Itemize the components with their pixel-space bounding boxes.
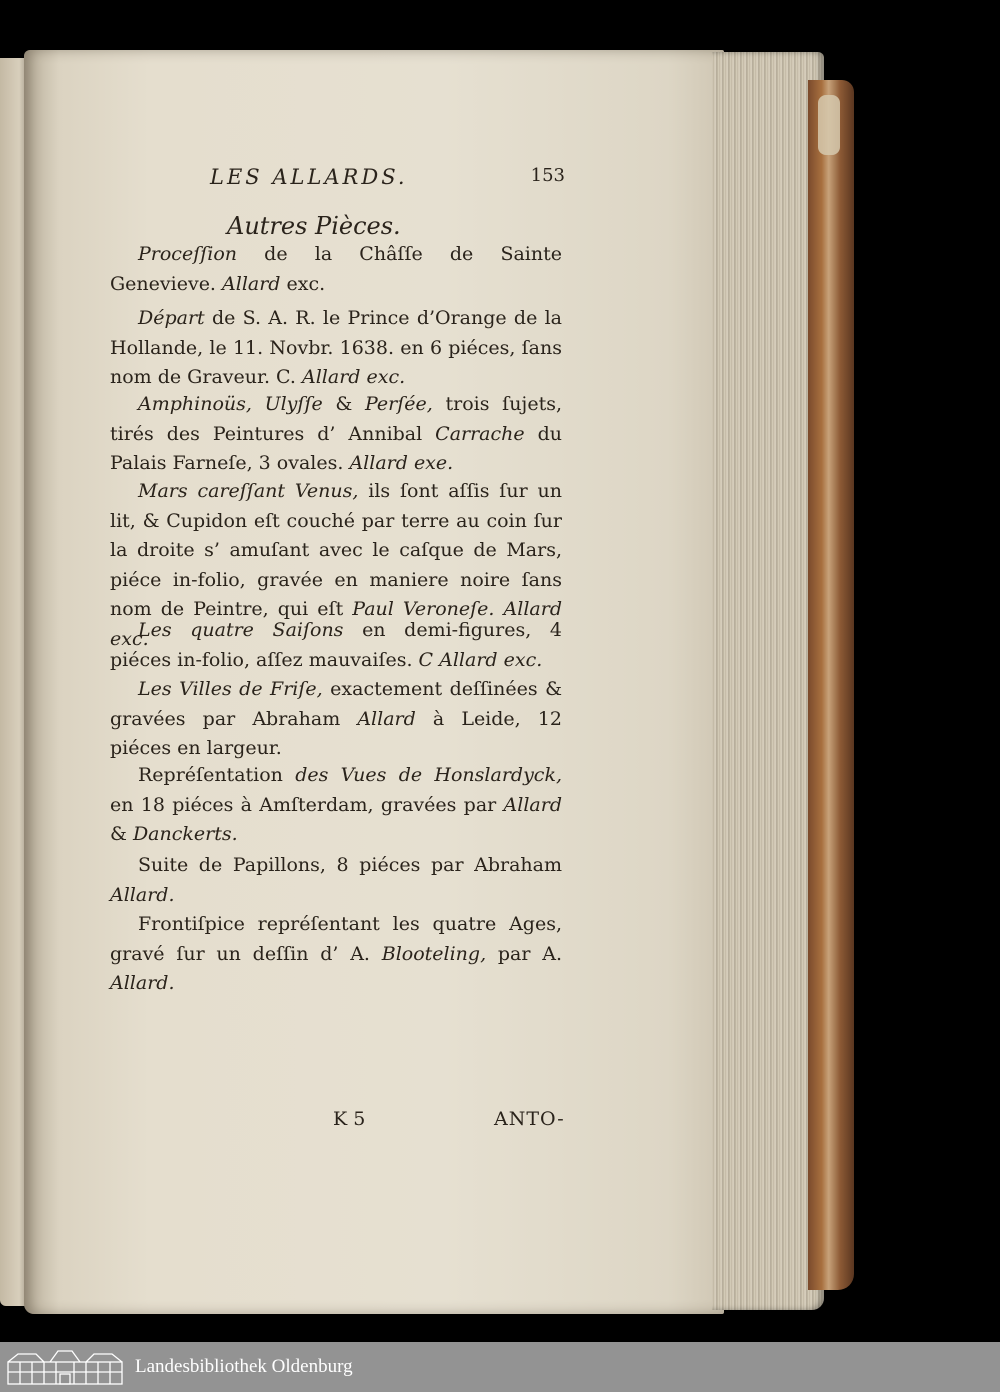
entry-villes: Les Villes de Friſe, exactement deſſinées & gravées par Abraham Allard à Leide, 12 piéces en largeur. xyxy=(110,678,562,759)
running-title: LES ALLARDS. xyxy=(210,165,408,189)
entry-amphinous: Amphinoüs, Ulyſſe & Perſée, trois ſujets, tirés des Peintures d’ Annibal Carrache du Palais Farneſe, 3 ovales. Allard exe. xyxy=(110,393,562,474)
entry-saisons: Les quatre Saiſons en demi-figures, 4 piéces in-folio, aſſez mauvaiſes. C Allard exc. xyxy=(110,619,562,671)
library-name: Landesbibliothek Oldenburg xyxy=(135,1356,353,1377)
cover-wear xyxy=(818,95,840,155)
entry-representation: Repréſentation des Vues de Honslardyck, en 18 piéces à Amſterdam, gravées par Allard & Danckerts. xyxy=(110,764,562,845)
signature-mark: K 5 xyxy=(333,1108,366,1130)
entry-mars: Mars careſſant Venus, ils ſont aſſis ſur un lit, & Cupidon eſt couché par terre au coin ſur la droite s’ amuſant avec le caſque de Mars, piéce in-folio, gravée en maniere noire ſans nom de Peintre, qui eſt Paul Veroneſe. Allard exc. xyxy=(110,480,562,650)
library-bar xyxy=(0,1342,1000,1392)
entry-papillons: Suite de Papillons, 8 piéces par Abraham Allard. xyxy=(110,854,562,906)
entry-depart: Départ de S. A. R. le Prince d’Orange de la Hollande, le 11. Novbr. 1638. en 6 piéces, ſans nom de Graveur. C. Allard exc. xyxy=(110,307,562,388)
page-header xyxy=(210,165,565,195)
book-cover xyxy=(808,80,854,1290)
library-building-icon xyxy=(6,1348,124,1386)
entry-frontispice: Frontiſpice repréſentant les quatre Ages, gravé ſur un deſſin d’ A. Blooteling, par A. Allard. xyxy=(110,913,562,994)
page-number: 153 xyxy=(530,165,565,186)
section-heading: Autres Pièces. xyxy=(227,212,401,240)
catchword: ANTO- xyxy=(494,1108,565,1130)
entry-procession: Proceſſion de la Châſſe de Sainte Genevieve. Allard exc. xyxy=(110,243,562,295)
